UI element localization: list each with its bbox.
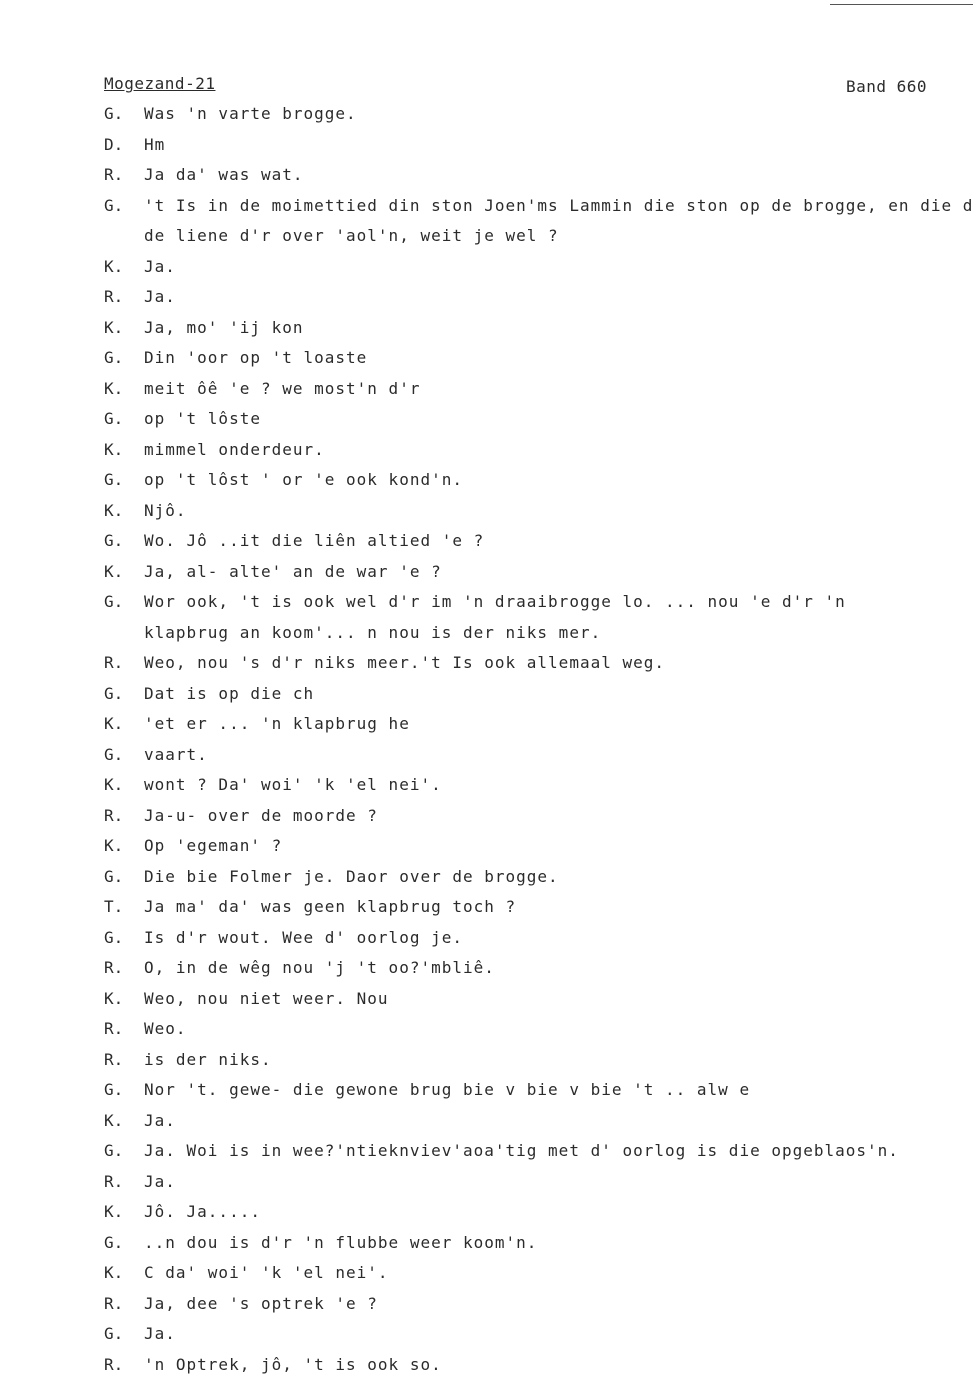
speaker-label: K.	[104, 1110, 124, 1130]
transcript-line	[0, 1294, 973, 1322]
utterance-text: Die bie Folmer je. Daor over de brogge.	[144, 866, 559, 886]
speaker-label: G.	[104, 1324, 124, 1343]
transcript-line	[0, 501, 973, 529]
speaker-label: K.	[104, 317, 124, 337]
transcript-line	[0, 562, 973, 590]
transcript-line	[0, 714, 973, 742]
speaker-label: D.	[104, 134, 124, 154]
speaker-label: G.	[104, 1141, 124, 1160]
speaker-label: G.	[104, 195, 124, 215]
speaker-label: G.	[104, 348, 124, 367]
transcript-line	[0, 440, 973, 468]
transcript-line	[0, 1324, 973, 1352]
utterance-text: ..n dou is d'r 'n flubbe weer koom'n.	[144, 1232, 538, 1252]
speaker-label: R.	[104, 1049, 124, 1069]
page-header-right: Band 660	[846, 77, 928, 96]
transcript-line	[0, 989, 973, 1017]
utterance-text: wont ? Da' woi' 'k 'el nei'.	[144, 775, 442, 794]
speaker-label: G.	[104, 104, 124, 123]
transcript-line	[0, 897, 973, 925]
utterance-text: Weo, nou 's d'r niks meer.'t Is ook allemaal weg.	[144, 653, 666, 672]
utterance-text: Wor ook, 't is ook wel d'r im 'n draaibrogge lo. ... nou 'e d'r 'n	[144, 592, 846, 611]
utterance-text: Njô.	[144, 500, 187, 520]
speaker-label: R.	[104, 653, 124, 672]
utterance-text: 'et er ... 'n klapbrug he	[144, 714, 410, 733]
speaker-label: G.	[104, 744, 124, 764]
transcript-line	[0, 1141, 973, 1169]
speaker-label: G.	[104, 592, 124, 611]
transcript-line	[0, 348, 973, 376]
transcript-line	[0, 226, 973, 254]
speaker-label: R.	[104, 1354, 124, 1374]
utterance-text: Ja, al- alte' an de war 'e ?	[144, 561, 442, 581]
speaker-label: K.	[104, 988, 124, 1008]
utterance-text: O, in de wêg nou 'j 't oo?'mbliê.	[144, 958, 495, 977]
speaker-label: K.	[104, 1263, 124, 1282]
utterance-text: Ja.	[144, 287, 176, 306]
transcript-line	[0, 1019, 973, 1047]
speaker-label: K.	[104, 439, 124, 459]
transcript-line	[0, 135, 973, 163]
utterance-text: Ja.	[144, 1324, 176, 1343]
speaker-label: G.	[104, 470, 124, 489]
utterance-text: op 't lôst ' or 'e ook kond'n.	[144, 470, 463, 489]
utterance-text: Is d'r wout. Wee d' oorlog je.	[144, 927, 463, 947]
utterance-text: 'n Optrek, jô, 't is ook so.	[144, 1354, 442, 1374]
transcript-line	[0, 257, 973, 285]
utterance-text: Ja, mo' 'ij kon	[144, 317, 304, 337]
utterance-text: Ja.	[144, 256, 176, 276]
speaker-label: R.	[104, 1293, 124, 1313]
utterance-text: Ja ma' da' was geen klapbrug toch ?	[144, 897, 517, 916]
utterance-text: Jô. Ja.....	[144, 1202, 261, 1221]
speaker-label: K.	[104, 714, 124, 733]
transcript-line	[0, 318, 973, 346]
speaker-label: G.	[104, 409, 124, 428]
speaker-label: T.	[104, 897, 124, 916]
transcript-line	[0, 470, 973, 498]
transcript-line	[0, 1050, 973, 1078]
transcript-line	[0, 592, 973, 620]
speaker-label: R.	[104, 1019, 124, 1038]
speaker-label: K.	[104, 561, 124, 581]
utterance-text: Dat is op die ch	[144, 683, 315, 703]
utterance-text: 't Is in de moimettied din ston Joen'ms Lammin die ston op de brogge, en die d	[144, 195, 973, 215]
transcript-line	[0, 379, 973, 407]
speaker-label: R.	[104, 165, 124, 184]
utterance-text: vaart.	[144, 744, 208, 764]
utterance-text: op 't lôste	[144, 409, 261, 428]
transcript-line	[0, 836, 973, 864]
utterance-text: Nor 't. gewe- die gewone brug bie v bie v bie 't .. alw e	[144, 1080, 751, 1099]
transcript-line	[0, 775, 973, 803]
speaker-label: G.	[104, 866, 124, 886]
utterance-text: Was 'n varte brogge.	[144, 104, 357, 123]
transcript-line	[0, 1355, 973, 1383]
speaker-label: K.	[104, 836, 124, 855]
utterance-text: Ja-u- over de moorde ?	[144, 805, 378, 825]
utterance-text: Ja, dee 's optrek 'e ?	[144, 1293, 378, 1313]
utterance-text: mimmel onderdeur.	[144, 439, 325, 459]
utterance-text: Hm	[144, 134, 166, 154]
utterance-text: Ja. Woi is in wee?'ntieknviev'aoa'tig met d' oorlog is die opgeblaos'n.	[144, 1141, 899, 1160]
utterance-text: Ja.	[144, 1171, 176, 1191]
utterance-text: C da' woi' 'k 'el nei'.	[144, 1263, 389, 1282]
speaker-label: G.	[104, 683, 124, 703]
speaker-label: G.	[104, 927, 124, 947]
transcript-line	[0, 531, 973, 559]
transcript-line	[0, 653, 973, 681]
utterance-text: Ja.	[144, 1110, 176, 1130]
utterance-text: Wo. Jô ..it die liên altied 'e ?	[144, 531, 485, 550]
transcript-line	[0, 1202, 973, 1230]
transcript-line	[0, 165, 973, 193]
speaker-label: K.	[104, 500, 124, 520]
transcript-line	[0, 1080, 973, 1108]
utterance-text: is der niks.	[144, 1049, 272, 1069]
transcript-line	[0, 1111, 973, 1139]
speaker-label: G.	[104, 1232, 124, 1252]
transcript-line	[0, 196, 973, 224]
page-header-left: Mogezand-21	[104, 74, 216, 93]
speaker-label: K.	[104, 256, 124, 276]
utterance-text: Din 'oor op 't loaste	[144, 348, 368, 367]
speaker-label: K.	[104, 378, 124, 398]
speaker-label: G.	[104, 1080, 124, 1099]
speaker-label: K.	[104, 775, 124, 794]
transcript-line	[0, 104, 973, 132]
transcript-line	[0, 684, 973, 712]
transcript-line	[0, 287, 973, 315]
speaker-label: G.	[104, 531, 124, 550]
transcript-line	[0, 1263, 973, 1291]
speaker-label: R.	[104, 287, 124, 306]
transcript-line	[0, 867, 973, 895]
utterance-text: klapbrug an koom'... n nou is der niks mer.	[144, 622, 602, 642]
transcript-line	[0, 745, 973, 773]
utterance-text: de liene d'r over 'aol'n, weit je wel ?	[144, 226, 559, 245]
utterance-text: Weo, nou niet weer. Nou	[144, 988, 389, 1008]
transcript-line	[0, 623, 973, 651]
transcript-line	[0, 806, 973, 834]
utterance-text: Weo.	[144, 1019, 187, 1038]
speaker-label: K.	[104, 1202, 124, 1221]
utterance-text: meit ôê 'e ? we most'n d'r	[144, 378, 421, 398]
utterance-text: Ja da' was wat.	[144, 165, 304, 184]
utterance-text: Op 'egeman' ?	[144, 836, 283, 855]
speaker-label: R.	[104, 958, 124, 977]
transcript-line	[0, 958, 973, 986]
transcript-line	[0, 409, 973, 437]
transcript-line	[0, 928, 973, 956]
speaker-label: R.	[104, 805, 124, 825]
transcript-line	[0, 1172, 973, 1200]
speaker-label: R.	[104, 1171, 124, 1191]
transcript-line	[0, 1233, 973, 1261]
